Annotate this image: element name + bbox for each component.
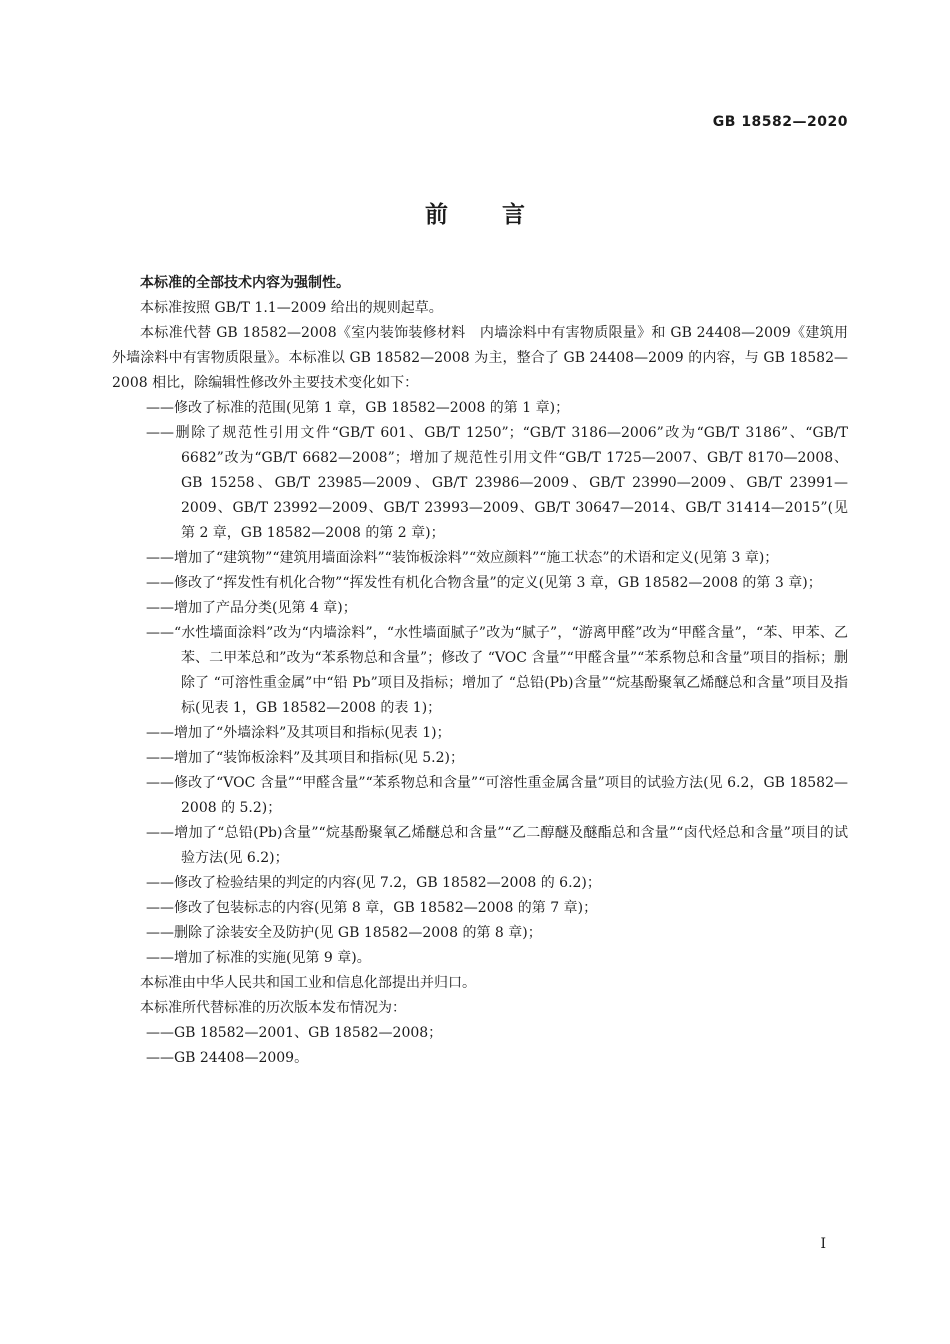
change-item: ——修改了“挥发性有机化合物”“挥发性有机化合物含量”的定义(见第 3 章，GB 18582—2008 的第 3 章)； bbox=[146, 575, 822, 591]
history-item: ——GB 18582—2001、GB 18582—2008； bbox=[146, 1025, 443, 1041]
replacement-paragraph: 本标准代替 GB 18582—2008《室内装饰装修材料 内墙涂料中有害物质限量》和 GB 24408—2009《建筑用外墙涂料中有害物质限量》。本标准以 GB 18582—2008 为主，整合了 GB 24408—2009 的内容，与 GB 18582—2008 相比，除编辑性修改外主要技术变化如下： bbox=[112, 325, 848, 391]
change-item: ——增加了“建筑物”“建筑用墙面涂料”“装饰板涂料”“效应颜料”“施工状态”的术语和定义(见第 3 章)； bbox=[146, 550, 779, 566]
history-intro-paragraph: 本标准所代替标准的历次版本发布情况为： bbox=[140, 1000, 406, 1016]
foreword-body bbox=[112, 271, 848, 1071]
change-item: ——删除了规范性引用文件“GB/T 601、GB/T 1250”；“GB/T 3186—2006”改为“GB/T 3186”、“GB/T 6682”改为“GB/T 6682—2008”；增加了规范性引用文件“GB/T 1725—2007、GB/T 8170—2008、GB 15258、GB/T 23985—2009、GB/T 23986—2009、GB/T 23990—2009、GB/T 23991—2009、GB/T 23992—2009、GB/T 23993—2009、GB/T 30647—2014、GB/T 31414—2015”(见第 2 章，GB 18582—2008 的第 2 章)； bbox=[146, 425, 848, 541]
history-item: ——GB 24408—2009。 bbox=[146, 1050, 309, 1066]
change-item: ——增加了“装饰板涂料”及其项目和指标(见 5.2)； bbox=[146, 750, 464, 766]
change-item: ——修改了标准的范围(见第 1 章，GB 18582—2008 的第 1 章)； bbox=[146, 400, 570, 416]
change-item: ——增加了产品分类(见第 4 章)； bbox=[146, 600, 357, 616]
change-item: ——增加了标准的实施(见第 9 章)。 bbox=[146, 950, 371, 966]
change-item: ——修改了检验结果的判定的内容(见 7.2，GB 18582—2008 的 6.2)； bbox=[146, 875, 601, 891]
change-item: ——删除了涂装安全及防护(见 GB 18582—2008 的第 8 章)； bbox=[146, 925, 542, 941]
change-item: ——修改了包装标志的内容(见第 8 章，GB 18582—2008 的第 7 章)； bbox=[146, 900, 598, 916]
proposer-paragraph: 本标准由中华人民共和国工业和信息化部提出并归口。 bbox=[140, 975, 476, 991]
change-item: ——“水性墙面涂料”改为“内墙涂料”，“水性墙面腻子”改为“腻子”，“游离甲醛”改为“甲醛含量”，“苯、甲苯、乙苯、二甲苯总和”改为“苯系物总和含量”；修改了 “VOC 含量”“甲醛含量”“苯系物总和含量”项目的指标；删除了 “可溶性重金属”中“铅 Pb”项目及指标；增加了 “总铅(Pb)含量”“烷基酚聚氧乙烯醚总和含量”项目及指标(见表 1，GB 18582—2008 的表 1)； bbox=[146, 625, 848, 716]
mandatory-statement: 本标准的全部技术内容为强制性。 bbox=[140, 275, 350, 291]
page-number: I bbox=[820, 1236, 826, 1252]
page-title: 前言 bbox=[425, 202, 579, 228]
standard-number: GB 18582—2020 bbox=[712, 114, 848, 130]
change-item: ——增加了“外墙涂料”及其项目和指标(见表 1)； bbox=[146, 725, 451, 741]
change-item: ——修改了“VOC 含量”“甲醛含量”“苯系物总和含量”“可溶性重金属含量”项目的试验方法(见 6.2，GB 18582—2008 的 5.2)； bbox=[146, 775, 848, 816]
drafting-rule-paragraph: 本标准按照 GB/T 1.1—2009 给出的规则起草。 bbox=[140, 300, 443, 316]
change-item: ——增加了“总铅(Pb)含量”“烷基酚聚氧乙烯醚总和含量”“乙二醇醚及醚酯总和含量”“卤代烃总和含量”项目的试验方法(见 6.2)； bbox=[146, 825, 848, 866]
